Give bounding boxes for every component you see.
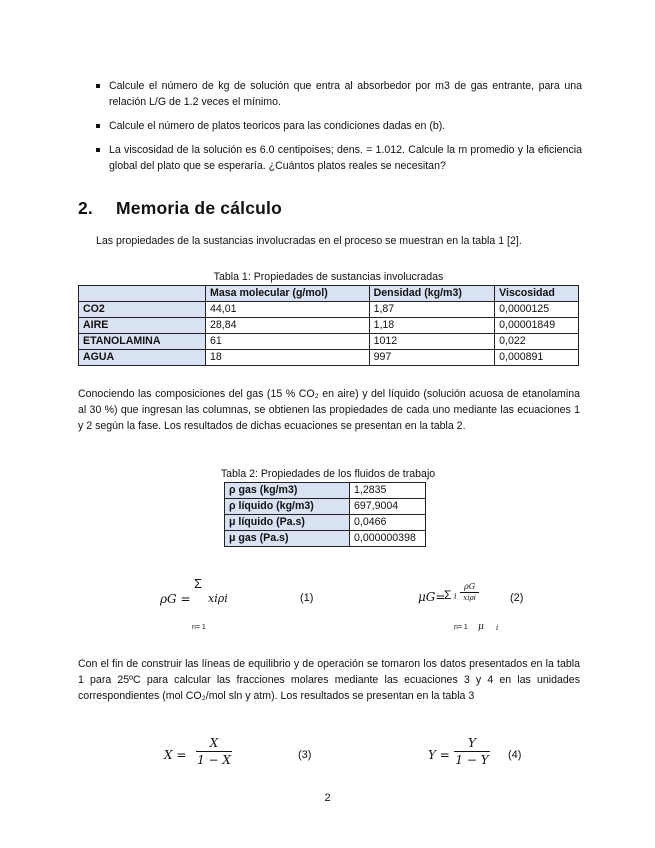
table-row-header: ρ gas (kg/m3) <box>225 483 350 499</box>
table-cell: 0,0466 <box>350 515 426 531</box>
summation-symbol: Σ <box>444 588 452 602</box>
mu-symbol: μ <box>478 622 484 632</box>
bullet-text: Calcule el número de kg de solución que entra al absorbedor por m3 de gas entrante, para una relación L/G de 1.2 veces el mínimo. <box>109 80 582 108</box>
mu-index: i <box>496 624 499 632</box>
equation-number: (1) <box>300 592 314 604</box>
equation-fraction <box>454 736 490 767</box>
table-cell: 697,9004 <box>350 499 426 515</box>
body-paragraph: Conociendo las composiciones del gas (15 % CO₂ en aire) y del líquido (solución acuosa de etanolamina al 30 %) que ingresan las columnas, se obtienen las propiedades de cada uno mediante las ecuaciones 1 y 2 según la fase. Los resultados de dichas ecuaciones se presentan en la tabla 2. <box>78 388 580 432</box>
table-row-header: ETANOLAMINA <box>79 334 206 350</box>
equation-2 <box>414 578 564 638</box>
table-cell: 0,000000398 <box>350 531 426 547</box>
table-row <box>225 531 426 547</box>
table-cell: 1012 <box>369 334 495 350</box>
bullet-marker <box>96 84 100 88</box>
table-header-cell: Viscosidad <box>495 286 579 302</box>
table-row-header: AGUA <box>79 350 206 366</box>
summation-index: i <box>454 592 457 601</box>
summation-limit: n= 1 <box>192 624 206 631</box>
table-row-header: μ gas (Pa.s) <box>225 531 350 547</box>
table-row <box>79 318 579 334</box>
table1 <box>78 285 579 366</box>
table-cell: 0,022 <box>495 334 579 350</box>
fraction-numerator: X <box>196 736 232 752</box>
equation-number: (3) <box>298 749 312 761</box>
section-heading <box>78 198 282 219</box>
bullet-text: Calcule el número de platos teoricos para las condiciones dadas en (b). <box>109 120 446 132</box>
equation-fraction <box>196 736 232 767</box>
fraction-numerator: Y <box>454 736 490 752</box>
table-cell: 28,84 <box>206 318 370 334</box>
table-row <box>79 350 579 366</box>
table-cell: 1,2835 <box>350 483 426 499</box>
table-cell: 0,0000125 <box>495 302 579 318</box>
fraction-numerator: ρG <box>460 582 479 593</box>
equation-lhs: ρG = <box>160 592 191 606</box>
table-row <box>225 515 426 531</box>
bullet-list <box>96 78 582 182</box>
equation-number: (4) <box>508 749 522 761</box>
table-cell: 44,01 <box>206 302 370 318</box>
table-header-cell: Masa molecular (g/mol) <box>206 286 370 302</box>
body-paragraph: Con el fin de construir las líneas de equilibrio y de operación se tomaron los datos presentados en la tabla 1 para 25ºC para calcular las fracciones molares mediante las ecuaciones 3 y 4 en las unidades correspondientes (mol CO₂/mol sln y atm). Los resultados se presentan en la tabla 3 <box>78 658 580 702</box>
table-cell: 61 <box>206 334 370 350</box>
list-item <box>96 118 582 134</box>
table-header-row <box>79 286 579 302</box>
equation-3 <box>160 736 330 780</box>
table2 <box>224 482 426 547</box>
table-cell: 1,87 <box>369 302 495 318</box>
section-number: 2. <box>78 198 93 218</box>
list-item <box>96 78 582 110</box>
table2-caption: Tabla 2: Propiedades de los fluidos de trabajo <box>220 468 436 480</box>
equation-lhs: X = <box>164 748 187 762</box>
fraction-denominator: 1 − Y <box>455 753 489 767</box>
table-row-header: CO2 <box>79 302 206 318</box>
table-row-header: AIRE <box>79 318 206 334</box>
equation-1 <box>150 574 350 638</box>
table-row-header: μ líquido (Pa.s) <box>225 515 350 531</box>
table-header-cell: Densidad (kg/m3) <box>369 286 495 302</box>
equation-number: (2) <box>510 592 524 604</box>
equation-lhs: Y = <box>428 748 450 762</box>
table-cell: 1,18 <box>369 318 495 334</box>
table-cell: 997 <box>369 350 495 366</box>
table-cell: 18 <box>206 350 370 366</box>
section-title: Memoria de cálculo <box>116 198 283 218</box>
table1-caption: Tabla 1: Propiedades de sustancias involucradas <box>213 271 444 283</box>
list-item <box>96 142 582 174</box>
equation-lhs: μG= <box>418 590 446 604</box>
table-row <box>79 334 579 350</box>
page-number: 2 <box>324 792 331 804</box>
fraction-denominator: xiρi <box>463 594 476 602</box>
table-row <box>225 499 426 515</box>
table-row <box>225 483 426 499</box>
table-row-header: ρ líquido (kg/m3) <box>225 499 350 515</box>
table-cell: 0,00001849 <box>495 318 579 334</box>
equation-4 <box>428 736 558 780</box>
equation-term: xiρi <box>208 592 228 605</box>
summation-limit: n= 1 <box>454 624 468 631</box>
bullet-marker <box>96 148 100 152</box>
table-row <box>79 302 579 318</box>
table-header-cell <box>79 286 206 302</box>
fraction-denominator: 1 − X <box>197 753 231 767</box>
summation-symbol: Σ <box>194 576 203 591</box>
equation-fraction <box>460 582 479 602</box>
intro-paragraph: Las propiedades de la sustancias involucradas en el proceso se muestran en la tabla 1 [2]. <box>96 235 522 247</box>
bullet-text: La viscosidad de la solución es 6.0 centipoises; dens. = 1.012. Calcule la m promedio y la eficiencia global del plato que se esperaría. ¿Cuántos platos reales se necesitan? <box>109 144 582 172</box>
table-cell: 0,000891 <box>495 350 579 366</box>
bullet-marker <box>96 124 100 128</box>
